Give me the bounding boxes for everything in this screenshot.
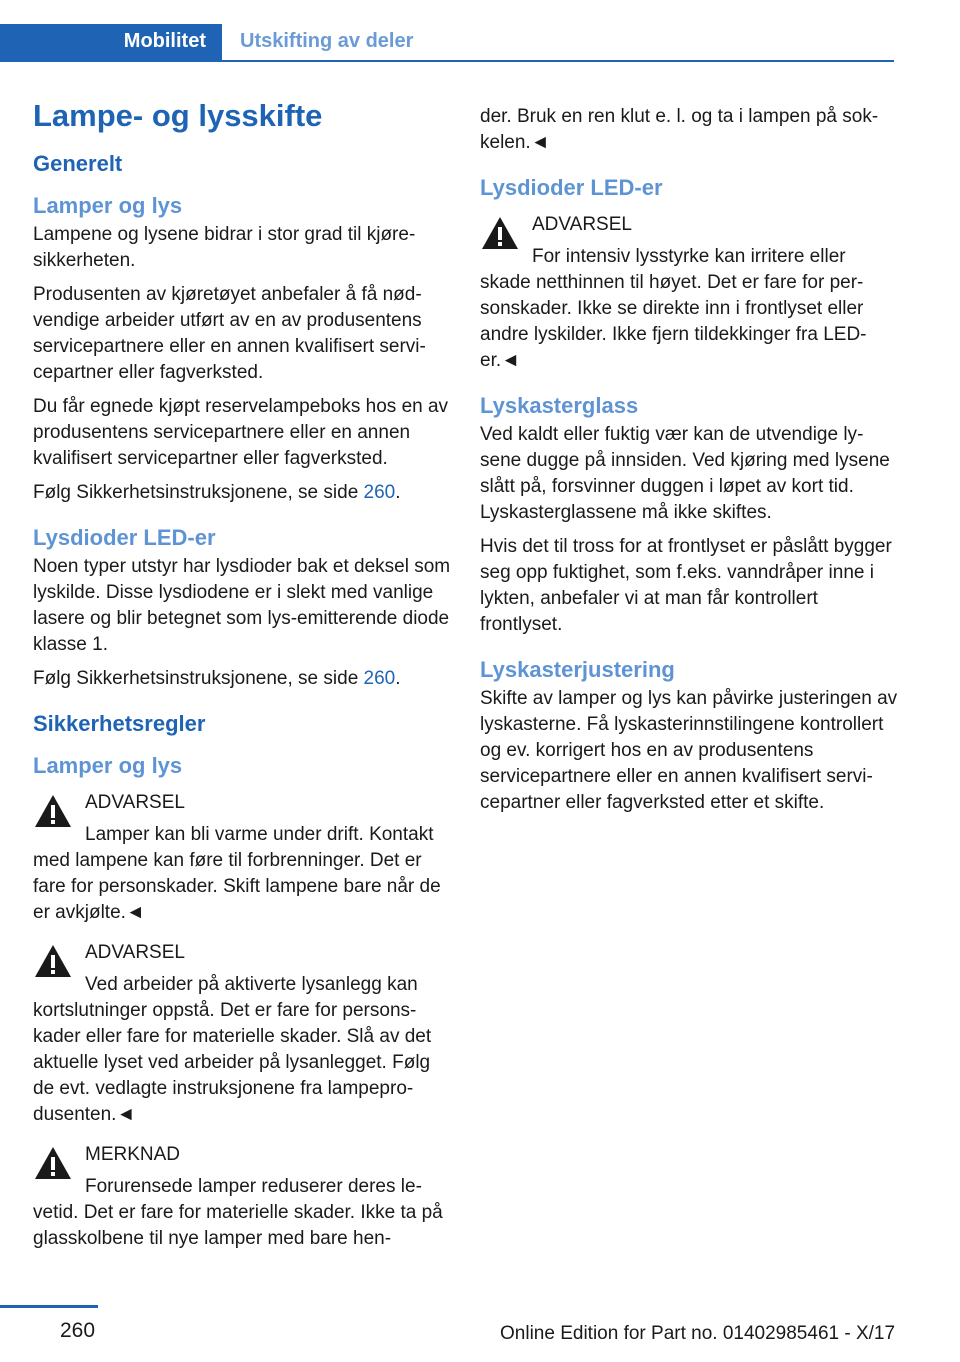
subheading-lyskasterglass: Lyskasterglass [480,393,639,418]
notice-text: Forurensede lamper reduserer deres levetid. Det er fare for materielle skader. Ikke ta på glasskolbene til nye lamper med bare hen- [33,1176,443,1249]
paragraph: Du får egnede kjøpt reservelampeboks hos en av produsentens servicepartnere eller en annen kvalifisert servicepartner eller fagverksted. [33,396,449,469]
warning-text: For intensiv lysstyrke kan irritere eller skade netthinnen til høyet. Det er fare for personskader. Ikke se direkte inn i frontlyset eller andre lyskilder. Ikke fjern tildekkinger fra LED-er.◄ [480,246,867,371]
paragraph: Hvis det til tross for at frontlyset er påslått bygger seg opp fuktighet, som f.eks. vanndråper inne i lykten, anbefaler vi at man får kontrollert frontlyset. [480,536,892,635]
page-footer [0,1305,960,1362]
left-column [33,96,451,1266]
subheading-lamper-og-lys-2: Lamper og lys [33,753,183,778]
ref-text: Følg Sikkerhetsinstruksjonene, se side [33,668,364,689]
notice-box [33,1142,451,1252]
tab-utskifting-av-deler: Utskifting av deler [240,30,414,52]
paragraph: der. Bruk en ren klut e. l. og ta i lampen på sokkelen.◄ [480,106,879,153]
paragraph-safety-ref [33,480,451,506]
page-header [0,0,960,62]
warning-triangle-icon [480,215,520,251]
warning-triangle-icon [33,793,73,829]
page-title: Lampe- og lysskifte [33,98,323,133]
header-rule [222,60,894,62]
subheading-lyskasterjustering: Lyskasterjustering [480,657,675,682]
ref-text: Følg Sikkerhetsinstruksjonene, se side [33,482,364,503]
subheading-lysdioder-right: Lysdioder LED-er [480,175,663,200]
warning-label: ADVARSEL [85,942,185,963]
paragraph: Noen typer utstyr har lysdioder bak et deksel som lyskilde. Disse lysdiodene er i slekt med vanlige lasere og blir betegnet som lys-emitterende diode klasse 1. [33,556,451,655]
tab-mobilitet [0,24,222,62]
heading-generelt: Generelt [33,151,123,176]
right-column [480,104,898,824]
warning-triangle-icon [33,1145,73,1181]
page-ref-link[interactable]: 260 [363,482,396,503]
page-number: 260 [60,1319,96,1342]
warning-text: Lamper kan bli varme under drift. Kontakt med lampene kan føre til forbrenninger. Det er fare for personskader. Skift lampene bare når de er avkjølte.◄ [33,824,441,923]
warning-box [33,940,451,1128]
heading-sikkerhetsregler: Sikkerhetsregler [33,711,206,736]
warning-box [480,212,898,374]
warning-box [33,790,451,926]
paragraph: Ved kaldt eller fuktig vær kan de utvendige lysene dugge på innsiden. Ved kjøring med lysene slått på, forsvinner duggen i løpet av kort tid. Lyskasterglassene må ikke skiftes. [480,424,890,523]
edition-text: Online Edition for Part no. 01402985461 - X/17 [500,1323,896,1344]
warning-label: ADVARSEL [532,214,632,235]
paragraph: Skifte av lamper og lys kan påvirke justeringen av lyskasterne. Få lyskasterinnstilingene kontrollert og ev. korrigert hos en av produsentens servicepartnere eller en annen kvalifisert servicepartner eller fagverksted etter et skifte. [480,688,898,813]
paragraph-safety-ref [33,666,451,692]
ref-end: . [395,482,401,503]
tab-mobilitet-label: Mobilitet [123,30,206,52]
notice-label: MERKNAD [85,1144,181,1165]
ref-end: . [395,668,401,689]
subheading-lysdioder: Lysdioder LED-er [33,525,216,550]
paragraph: Lampene og lysene bidrar i stor grad til kjøresikkerheten. [33,224,416,271]
footer-rule [0,1305,98,1308]
warning-text: Ved arbeider på aktiverte lysanlegg kan kortslutninger oppstå. Det er fare for personskader eller fare for materielle skader. Slå av det aktuelle lyset ved arbeider på lysanlegget. Følg de evt. vedlagte instruksjonene fra lampeprodusenten.◄ [33,974,432,1125]
warning-label: ADVARSEL [85,792,185,813]
page-ref-link[interactable]: 260 [363,668,396,689]
subheading-lamper-og-lys: Lamper og lys [33,193,183,218]
paragraph: Produsenten av kjøretøyet anbefaler å få nødvendige arbeider utført av en av produsentens servicepartnere eller en annen kvalifisert servicepartner eller fagverksted. [33,284,426,383]
warning-triangle-icon [33,943,73,979]
